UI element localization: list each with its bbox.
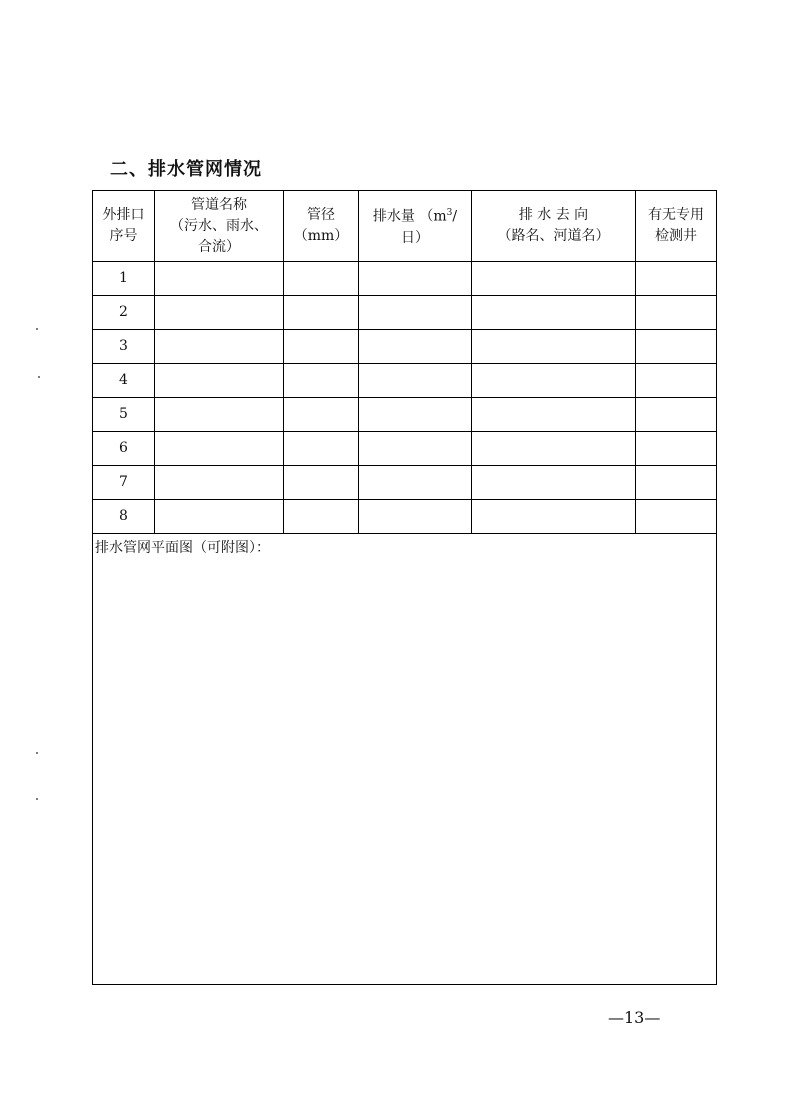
pipe-name-cell[interactable] [155, 330, 284, 364]
pipe-name-cell[interactable] [155, 364, 284, 398]
discharge-volume-cell[interactable] [359, 500, 472, 534]
discharge-destination-cell[interactable] [472, 398, 636, 432]
pipe-diameter-cell[interactable] [284, 330, 359, 364]
table-row [93, 330, 717, 364]
inspection-well-cell[interactable] [636, 296, 717, 330]
table-row [93, 262, 717, 296]
discharge-destination-cell[interactable] [472, 466, 636, 500]
row-index: 5 [93, 398, 155, 432]
pipe-diameter-cell[interactable] [284, 466, 359, 500]
discharge-volume-cell[interactable] [359, 432, 472, 466]
header-outlet-number: 外排口 序号 [93, 191, 155, 262]
discharge-destination-cell[interactable] [472, 296, 636, 330]
inspection-well-cell[interactable] [636, 398, 717, 432]
inspection-well-cell[interactable] [636, 262, 717, 296]
header-inspection-well: 有无专用 检测井 [636, 191, 717, 262]
table-row [93, 500, 717, 534]
row-index: 7 [93, 466, 155, 500]
discharge-destination-cell[interactable] [472, 364, 636, 398]
discharge-volume-cell[interactable] [359, 398, 472, 432]
table-header-row [93, 191, 717, 262]
pipe-diameter-cell[interactable] [284, 364, 359, 398]
table-row [93, 432, 717, 466]
pipe-diameter-cell[interactable] [284, 296, 359, 330]
pipe-name-cell[interactable] [155, 398, 284, 432]
header-pipe-name: 管道名称 （污水、雨水、 合流） [155, 191, 284, 262]
drainage-network-table [92, 190, 717, 985]
row-index: 4 [93, 364, 155, 398]
page-number: —13— [608, 1008, 661, 1027]
table-row [93, 398, 717, 432]
discharge-destination-cell[interactable] [472, 330, 636, 364]
inspection-well-cell[interactable] [636, 330, 717, 364]
inspection-well-cell[interactable] [636, 500, 717, 534]
header-discharge-destination: 排 水 去 向 （路名、河道名） [472, 191, 636, 262]
section-title: 二、排水管网情况 [110, 159, 262, 180]
table-row [93, 296, 717, 330]
discharge-volume-cell[interactable] [359, 330, 472, 364]
plan-drawing-area[interactable] [93, 534, 717, 985]
table-row [93, 364, 717, 398]
discharge-destination-cell[interactable] [472, 262, 636, 296]
discharge-destination-cell[interactable] [472, 500, 636, 534]
plan-drawing-row [93, 534, 717, 985]
discharge-volume-cell[interactable] [359, 262, 472, 296]
row-index: 6 [93, 432, 155, 466]
scan-speck [38, 376, 40, 378]
pipe-name-cell[interactable] [155, 262, 284, 296]
header-discharge-volume: 排水量 （$m^3/$ 日） [359, 191, 472, 262]
scan-speck [36, 328, 38, 330]
pipe-name-cell[interactable] [155, 466, 284, 500]
row-index: 3 [93, 330, 155, 364]
pipe-name-cell[interactable] [155, 296, 284, 330]
pipe-diameter-cell[interactable] [284, 500, 359, 534]
pipe-diameter-cell[interactable] [284, 432, 359, 466]
inspection-well-cell[interactable] [636, 466, 717, 500]
discharge-destination-cell[interactable] [472, 432, 636, 466]
pipe-diameter-cell[interactable] [284, 398, 359, 432]
pipe-name-cell[interactable] [155, 500, 284, 534]
scan-speck [36, 752, 38, 754]
discharge-volume-cell[interactable] [359, 296, 472, 330]
pipe-name-cell[interactable] [155, 432, 284, 466]
row-index: 1 [93, 262, 155, 296]
discharge-volume-cell[interactable] [359, 364, 472, 398]
row-index: 8 [93, 500, 155, 534]
inspection-well-cell[interactable] [636, 364, 717, 398]
table-row [93, 466, 717, 500]
header-pipe-diameter: 管径 （mm） [284, 191, 359, 262]
inspection-well-cell[interactable] [636, 432, 717, 466]
discharge-volume-cell[interactable] [359, 466, 472, 500]
plan-drawing-label: 排水管网平面图（可附图）： [95, 540, 270, 556]
row-index: 2 [93, 296, 155, 330]
scan-speck [36, 798, 38, 800]
pipe-diameter-cell[interactable] [284, 262, 359, 296]
